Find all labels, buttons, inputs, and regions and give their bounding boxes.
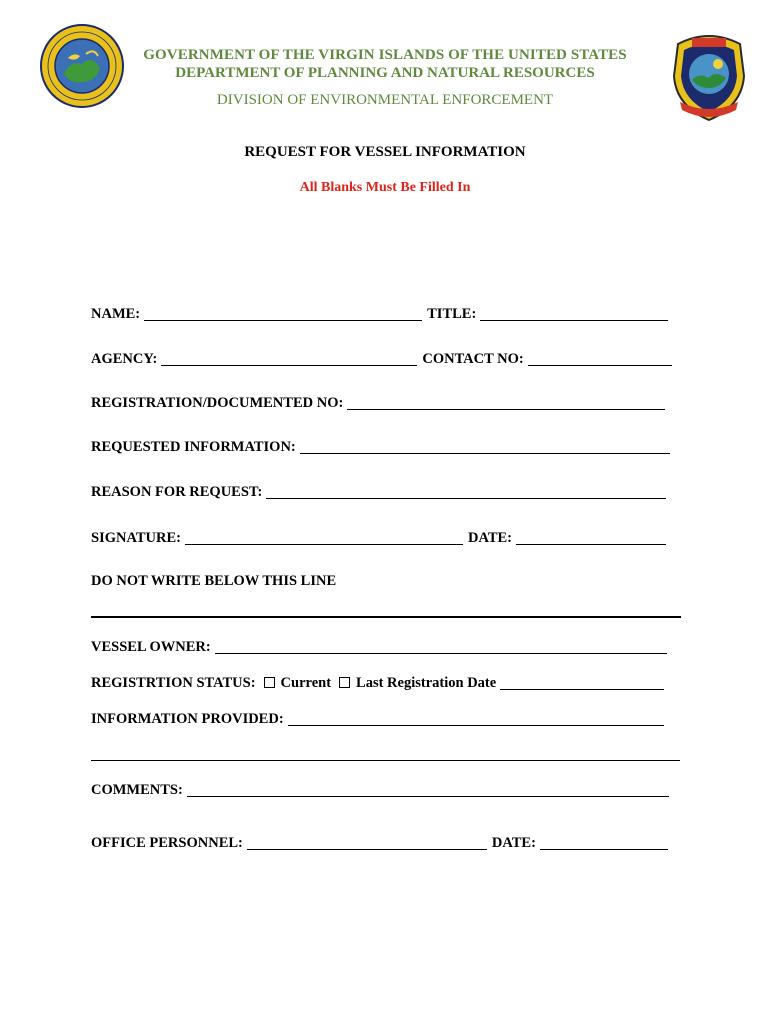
name-label: NAME: [91,306,141,322]
requested-info-row [91,436,670,456]
reason-row [91,481,666,501]
agency-label: AGENCY: [91,351,158,367]
department-name: DEPARTMENT OF PLANNING AND NATURAL RESOURCES [175,65,595,81]
current-checkbox[interactable] [264,677,275,688]
name-field[interactable] [144,305,422,321]
office-use-notice-row [91,570,336,590]
reason-field[interactable] [266,483,666,499]
contact-field[interactable] [528,350,672,366]
date-field[interactable] [516,529,666,545]
registration-label: REGISTRATION/DOCUMENTED NO: [91,395,344,411]
office-personnel-field[interactable] [247,834,487,850]
registration-status-label: REGISTRTION STATUS: [91,675,256,691]
last-registration-date-field[interactable] [500,674,664,690]
form-instruction: All Blanks Must Be Filled In [299,180,471,195]
registration-row [91,392,665,412]
info-provided-continuation-line[interactable] [91,760,680,761]
vessel-owner-label: VESSEL OWNER: [91,639,211,655]
title-field[interactable] [480,305,668,321]
info-provided-field[interactable] [288,710,664,726]
office-use-divider [91,616,681,618]
contact-label: CONTACT NO: [422,351,524,367]
comments-label: COMMENTS: [91,782,183,798]
current-option-label: Current [280,675,332,691]
reason-label: REASON FOR REQUEST: [91,484,263,500]
info-provided-row [91,708,664,728]
agency-field[interactable] [161,350,417,366]
last-registration-checkbox[interactable] [339,677,350,688]
registration-field[interactable] [347,394,665,410]
office-personnel-label: OFFICE PERSONNEL: [91,835,243,851]
comments-row [91,779,669,799]
office-use-notice: DO NOT WRITE BELOW THIS LINE [91,573,337,589]
division-name: DIVISION OF ENVIRONMENTAL ENFORCEMENT [216,92,554,108]
last-registration-label: Last Registration Date [356,675,497,691]
requested-info-label: REQUESTED INFORMATION: [91,439,296,455]
office-date-field[interactable] [540,834,668,850]
comments-field[interactable] [187,781,669,797]
info-provided-label: INFORMATION PROVIDED: [91,711,284,727]
name-title-row [91,303,668,323]
agency-contact-row [91,348,672,368]
requested-info-field[interactable] [300,438,670,454]
signature-label: SIGNATURE: [91,530,181,546]
signature-date-row [91,527,666,547]
title-label: TITLE: [427,306,477,322]
signature-field[interactable] [185,529,463,545]
date-label: DATE: [467,530,513,546]
office-date-label: DATE: [491,835,536,851]
vessel-owner-field[interactable] [215,638,667,654]
registration-status-row [91,672,664,692]
form-title: REQUEST FOR VESSEL INFORMATION [244,144,526,160]
office-personnel-row [91,832,668,852]
vessel-owner-row [91,636,667,656]
government-name: GOVERNMENT OF THE VIRGIN ISLANDS OF THE UNITED STATES [143,47,627,63]
